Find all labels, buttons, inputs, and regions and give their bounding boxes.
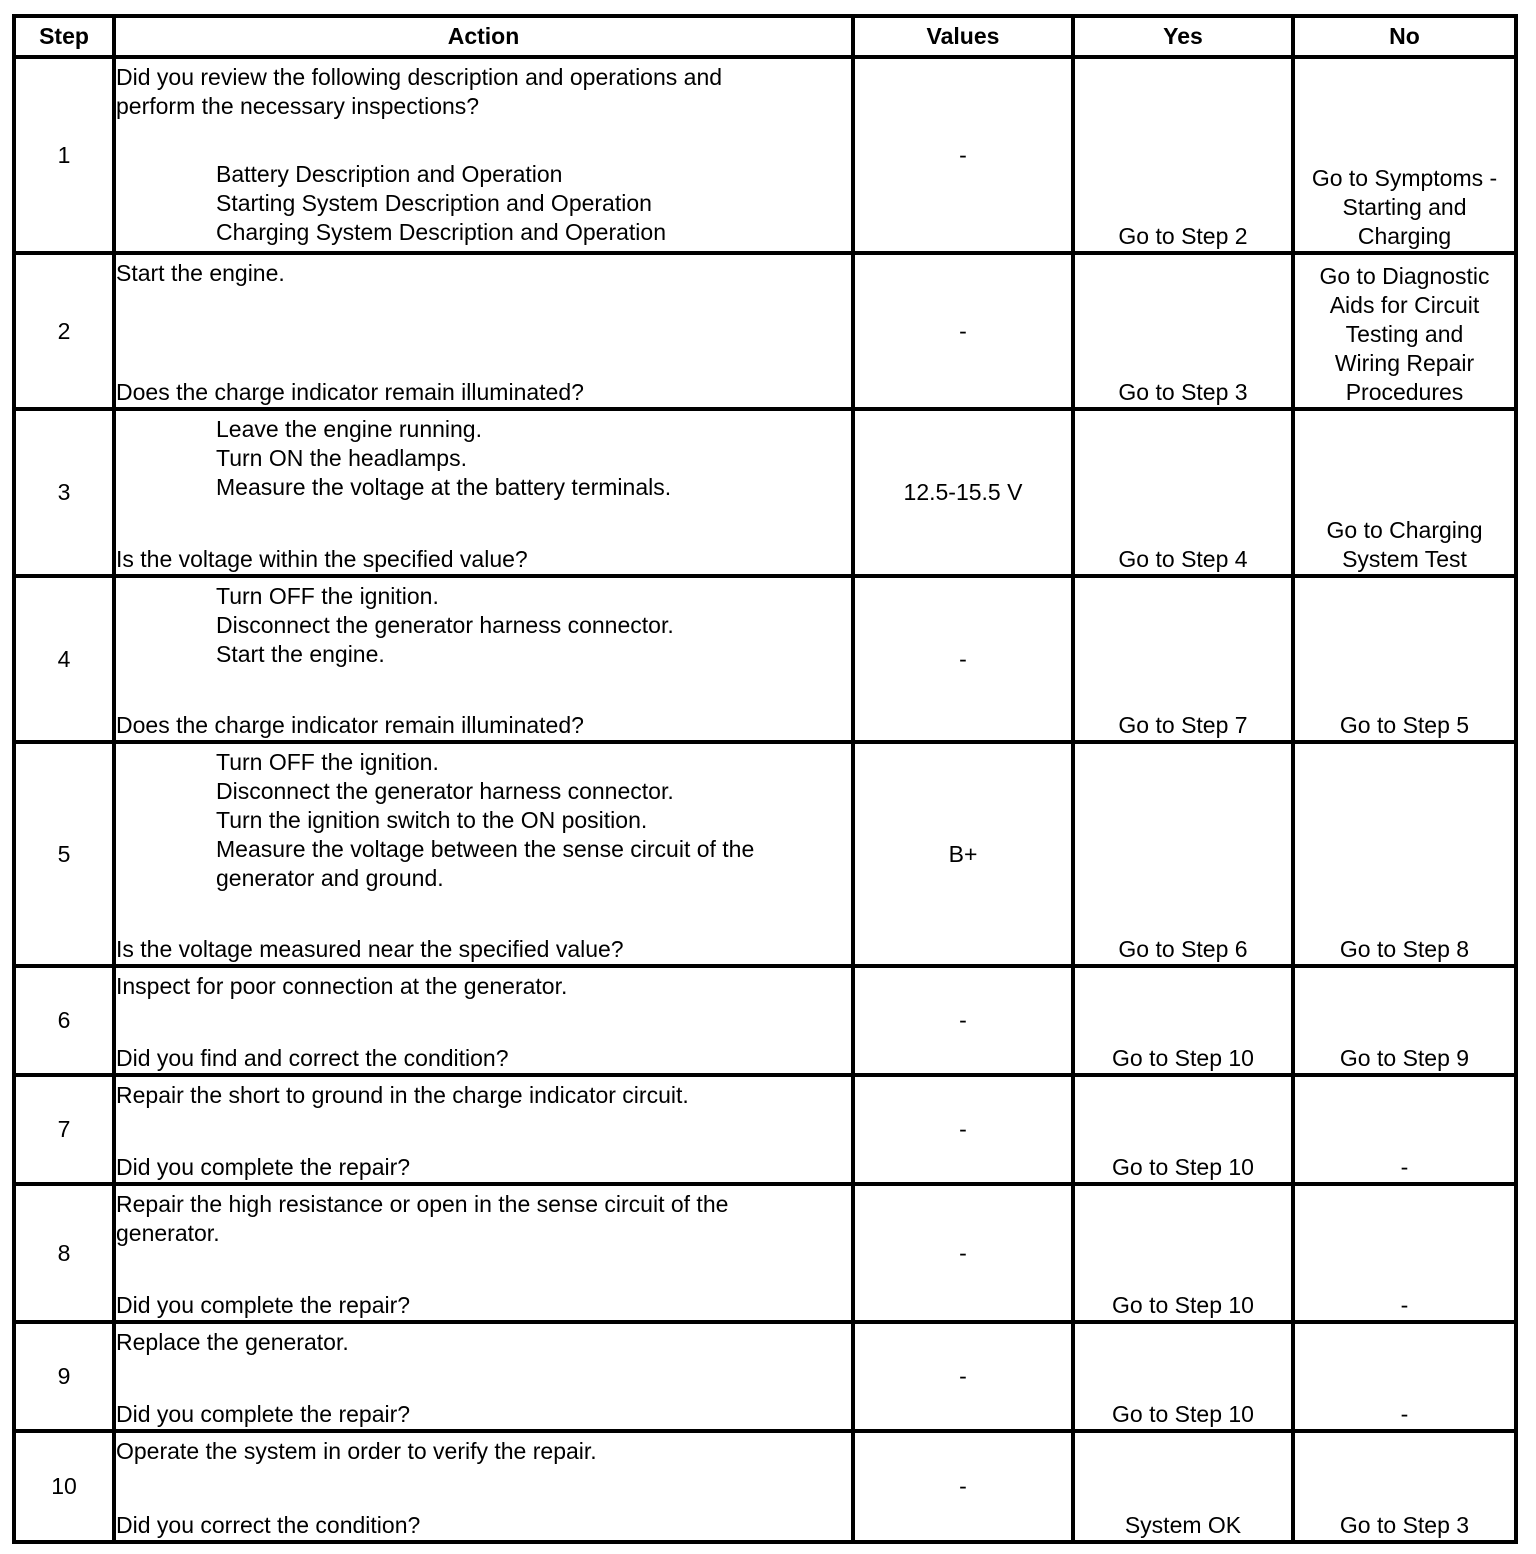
action-step-item: Measure the voltage between the sense circuit of the <box>216 836 755 862</box>
no-line: - <box>1400 1401 1409 1427</box>
action-content <box>116 411 851 574</box>
table-row <box>14 1075 1516 1184</box>
diagnostic-table <box>12 14 1518 1544</box>
action-top <box>116 1186 851 1248</box>
table-body <box>14 57 1516 1542</box>
yes-cell: Go to Step 10 <box>1073 1184 1293 1322</box>
action-content <box>116 744 851 964</box>
table-header <box>14 16 1516 57</box>
action-cell <box>114 1322 853 1431</box>
step-cell: 2 <box>14 253 114 409</box>
values-cell: 12.5-15.5 V <box>853 409 1073 576</box>
action-content <box>116 1077 851 1182</box>
no-line: Aids for Circuit <box>1329 292 1480 318</box>
no-cell <box>1293 742 1516 966</box>
values-cell: - <box>853 966 1073 1075</box>
action-text-line: Inspect for poor connection at the generator. <box>116 973 568 999</box>
action-top <box>116 1077 851 1110</box>
action-cell <box>114 253 853 409</box>
table-row <box>14 742 1516 966</box>
table-row <box>14 1431 1516 1542</box>
yes-cell: Go to Step 10 <box>1073 1075 1293 1184</box>
action-top <box>116 1324 851 1357</box>
no-cell <box>1293 576 1516 742</box>
action-cell <box>114 1431 853 1542</box>
action-steps-list <box>116 582 851 669</box>
no-line: Procedures <box>1345 379 1464 405</box>
action-cell <box>114 409 853 576</box>
action-text-line: generator. <box>116 1220 220 1246</box>
action-question: Did you find and correct the condition? <box>116 1045 509 1071</box>
action-text-line: Did you review the following description and operations and <box>116 64 723 90</box>
action-step-item: Measure the voltage at the battery terminals. <box>216 474 672 500</box>
step-cell: 6 <box>14 966 114 1075</box>
no-cell <box>1293 253 1516 409</box>
action-top <box>116 59 851 247</box>
no-cell <box>1293 1184 1516 1322</box>
table-row <box>14 1322 1516 1431</box>
action-question: Does the charge indicator remain illuminated? <box>116 712 584 738</box>
values-cell: - <box>853 1075 1073 1184</box>
action-cell <box>114 742 853 966</box>
values-cell: B+ <box>853 742 1073 966</box>
action-top <box>116 744 851 893</box>
action-steps-list <box>116 160 851 247</box>
action-cell <box>114 1075 853 1184</box>
no-cell <box>1293 1431 1516 1542</box>
no-line: - <box>1400 1154 1409 1180</box>
action-step-item: Turn OFF the ignition. <box>216 583 439 609</box>
action-content <box>116 578 851 740</box>
yes-cell: Go to Step 4 <box>1073 409 1293 576</box>
action-content <box>116 1433 851 1540</box>
action-step-item: Turn ON the headlamps. <box>216 445 467 471</box>
action-content <box>116 968 851 1073</box>
step-cell: 4 <box>14 576 114 742</box>
action-text-line: Replace the generator. <box>116 1329 349 1355</box>
step-cell: 1 <box>14 57 114 253</box>
yes-cell: Go to Step 10 <box>1073 966 1293 1075</box>
no-line: Go to Charging <box>1326 517 1483 543</box>
table-row <box>14 576 1516 742</box>
action-content <box>116 59 851 251</box>
action-cell <box>114 1184 853 1322</box>
action-step-item: Start the engine. <box>216 641 385 667</box>
table-row <box>14 409 1516 576</box>
action-text-line: Start the engine. <box>116 260 285 286</box>
action-step-item: Battery Description and Operation <box>216 161 563 187</box>
no-line: Go to Step 3 <box>1339 1512 1470 1538</box>
values-cell: - <box>853 57 1073 253</box>
action-text-line: Repair the short to ground in the charge indicator circuit. <box>116 1082 689 1108</box>
action-top <box>116 968 851 1001</box>
header-step: Step <box>14 16 114 57</box>
values-cell: - <box>853 1322 1073 1431</box>
no-cell <box>1293 1322 1516 1431</box>
yes-cell: Go to Step 2 <box>1073 57 1293 253</box>
action-cell <box>114 57 853 253</box>
no-cell <box>1293 966 1516 1075</box>
action-cell <box>114 576 853 742</box>
action-steps-list <box>116 415 851 502</box>
action-step-item: Leave the engine running. <box>216 416 482 442</box>
action-top <box>116 255 851 288</box>
values-cell: - <box>853 253 1073 409</box>
no-line: Go to Step 9 <box>1339 1045 1470 1071</box>
step-cell: 3 <box>14 409 114 576</box>
no-cell <box>1293 1075 1516 1184</box>
step-cell: 9 <box>14 1322 114 1431</box>
action-steps-list <box>116 748 851 893</box>
no-line: Go to Symptoms - <box>1311 165 1498 191</box>
values-cell: - <box>853 1431 1073 1542</box>
action-top <box>116 1433 851 1466</box>
action-step-item: Turn the ignition switch to the ON position. <box>216 807 648 833</box>
table-row <box>14 1184 1516 1322</box>
action-content <box>116 1186 851 1320</box>
yes-cell: Go to Step 10 <box>1073 1322 1293 1431</box>
table-row <box>14 253 1516 409</box>
table-row <box>14 966 1516 1075</box>
action-step-item: Turn OFF the ignition. <box>216 749 439 775</box>
no-line: Wiring Repair <box>1334 350 1475 376</box>
yes-cell: Go to Step 7 <box>1073 576 1293 742</box>
no-cell <box>1293 57 1516 253</box>
action-cell <box>114 966 853 1075</box>
header-row <box>14 16 1516 57</box>
action-question: Is the voltage within the specified value? <box>116 546 528 572</box>
action-top <box>116 411 851 502</box>
yes-cell: Go to Step 3 <box>1073 253 1293 409</box>
action-text-line: Operate the system in order to verify the repair. <box>116 1438 597 1464</box>
step-cell: 5 <box>14 742 114 966</box>
yes-cell: System OK <box>1073 1431 1293 1542</box>
action-content <box>116 1324 851 1429</box>
no-line: - <box>1400 1292 1409 1318</box>
no-line: Starting and <box>1342 194 1467 220</box>
yes-cell: Go to Step 6 <box>1073 742 1293 966</box>
action-text-line: perform the necessary inspections? <box>116 93 480 119</box>
no-line: System Test <box>1342 546 1467 572</box>
action-question: Did you complete the repair? <box>116 1401 411 1427</box>
action-question: Did you complete the repair? <box>116 1292 411 1318</box>
action-question: Does the charge indicator remain illuminated? <box>116 379 584 405</box>
step-cell: 10 <box>14 1431 114 1542</box>
no-line: Testing and <box>1345 321 1464 347</box>
action-question: Did you correct the condition? <box>116 1512 421 1538</box>
table-row <box>14 57 1516 253</box>
header-action: Action <box>114 16 853 57</box>
header-values: Values <box>853 16 1073 57</box>
action-step-item: Starting System Description and Operation <box>216 190 652 216</box>
header-yes: Yes <box>1073 16 1293 57</box>
step-cell: 7 <box>14 1075 114 1184</box>
action-step-item: Disconnect the generator harness connector. <box>216 778 674 804</box>
no-cell <box>1293 409 1516 576</box>
header-no: No <box>1293 16 1516 57</box>
no-line: Go to Step 8 <box>1339 936 1470 962</box>
action-step-item: Disconnect the generator harness connector. <box>216 612 674 638</box>
no-line: Charging <box>1357 223 1452 249</box>
values-cell: - <box>853 576 1073 742</box>
action-question: Is the voltage measured near the specified value? <box>116 936 624 962</box>
action-step-item: Charging System Description and Operation <box>216 219 667 245</box>
action-text-line: Repair the high resistance or open in the sense circuit of the <box>116 1191 729 1217</box>
action-content <box>116 255 851 407</box>
values-cell: - <box>853 1184 1073 1322</box>
action-step-item: generator and ground. <box>216 865 444 891</box>
action-question: Did you complete the repair? <box>116 1154 411 1180</box>
step-cell: 8 <box>14 1184 114 1322</box>
action-top <box>116 578 851 669</box>
no-line: Go to Diagnostic <box>1319 263 1490 289</box>
no-line: Go to Step 5 <box>1339 712 1470 738</box>
